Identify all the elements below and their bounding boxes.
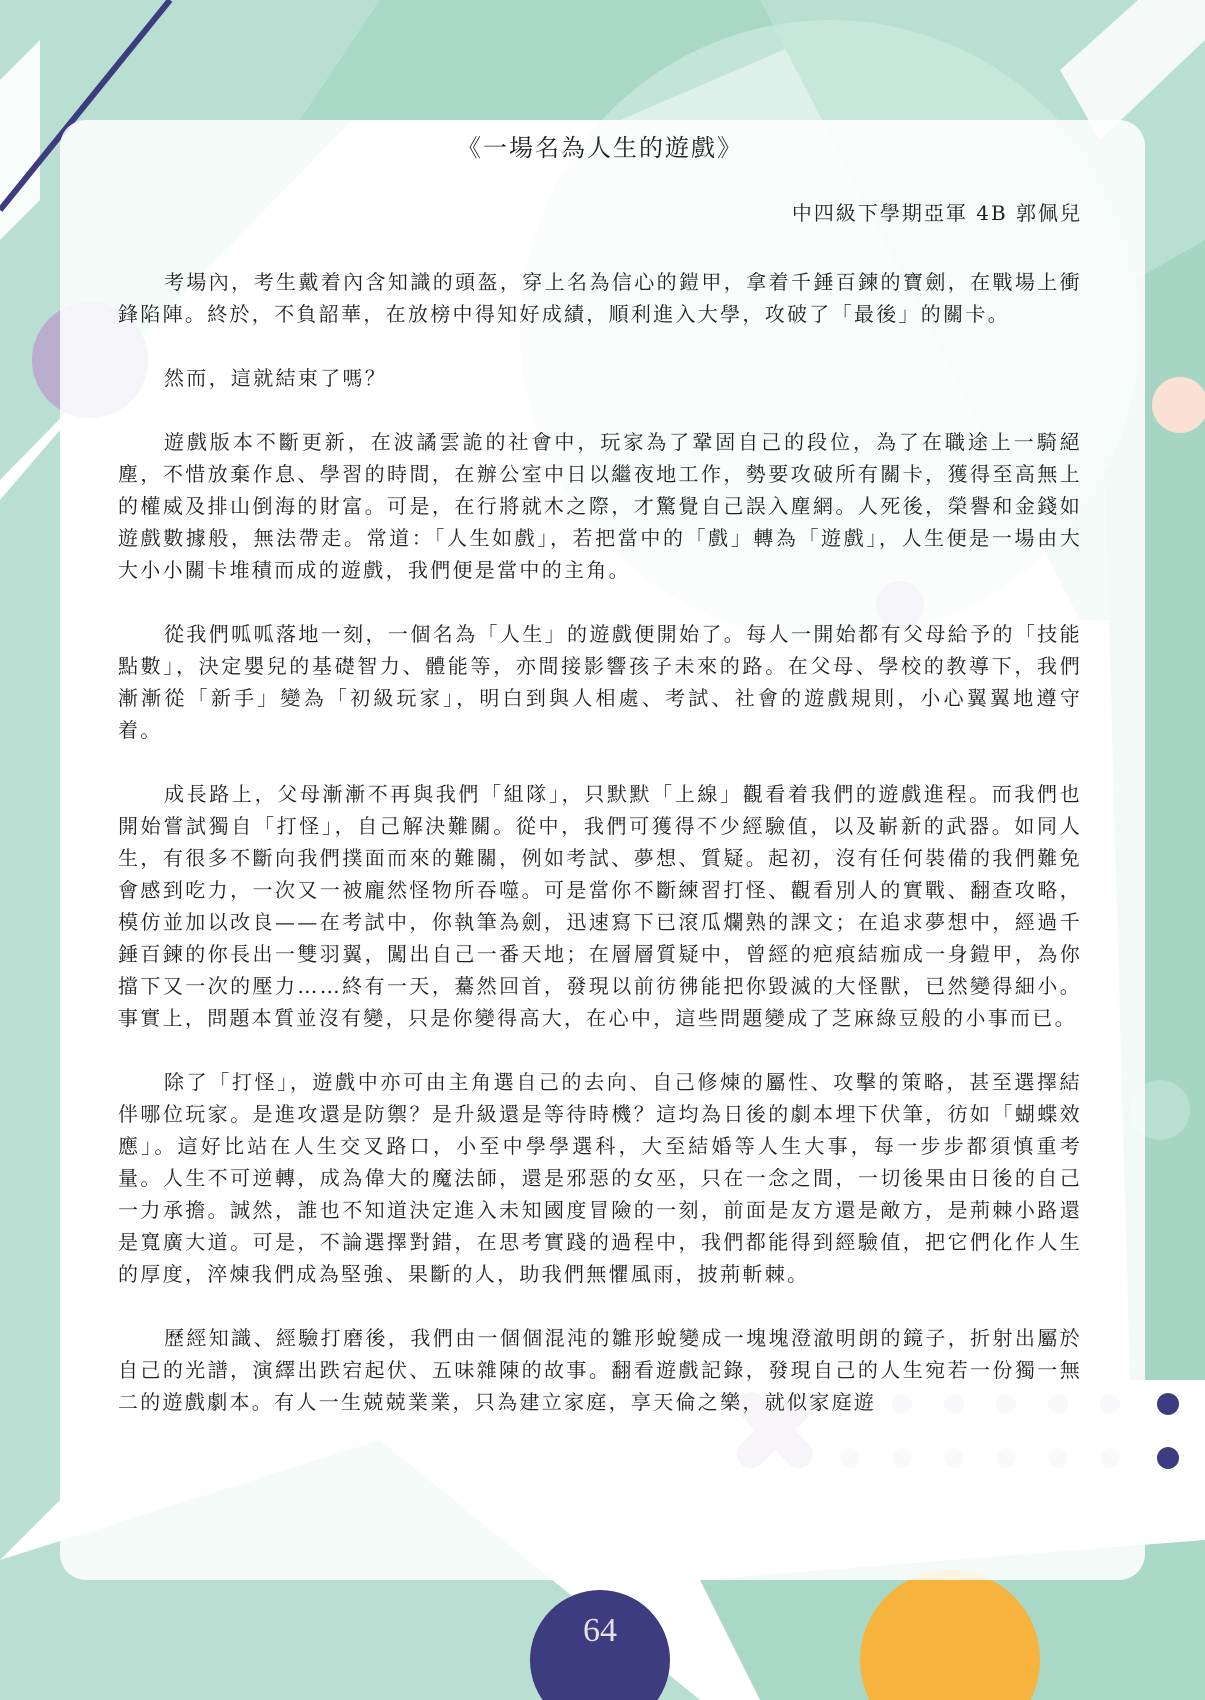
paragraph: 除了「打怪」，遊戲中亦可由主角選自己的去向、自己修煉的屬性、攻擊的策略，甚至選擇結伴哪位玩家。是進攻還是防禦？是升級還是等待時機？這均為日後的劇本埋下伏筆，彷如「蝴蝶效應」。這好比站在人生交叉路口，小至中學學選科，大至結婚等人生大事，每一步步都須慎重考量。人生不可逆轉，成為偉大的魔法師，還是邪惡的女巫，只在一念之間，一切後果由日後的自己一力承擔。誠然，誰也不知道決定進入未知國度冒險的一刻，前面是友方還是敵方，是荊棘小路還是寬廣大道。可是，不論選擇對錯，在思考實踐的過程中，我們都能得到經驗值，把它們化作人生的厚度，淬煉我們成為堅強、果斷的人，助我們無懼風雨，披荊斬棘。 xyxy=(118,1070,1082,1286)
page-number: 64 xyxy=(583,1612,617,1649)
paragraph: 考場內，考生戴着內含知識的頭盔，穿上名為信心的鎧甲，拿着千錘百鍊的寶劍，在戰場上衝鋒陷陣。終於，不負韶華，在放榜中得知好成績，順利進入大學，攻破了「最後」的關卡。 xyxy=(118,270,1082,326)
paragraph: 成長路上，父母漸漸不再與我們「組隊」，只默默「上線」觀看着我們的遊戲進程。而我們也開始嘗試獨自「打怪」，自己解決難關。從中，我們可獲得不少經驗值，以及嶄新的武器。如同人生，有很多不斷向我們撲面而來的難關，例如考試、夢想、質疑。起初，沒有任何裝備的我們難免會感到吃力，一次又一被龐然怪物所吞噬。可是當你不斷練習打怪、觀看別人的實戰、翻查攻略，模仿並加以改良——在考試中，你執筆為劍，迅速寫下已滾瓜爛熟的課文；在追求夢想中，經過千錘百鍊的你長出一雙羽翼，闖出自己一番天地；在層層質疑中，曾經的疤痕結痂成一身鎧甲，為你擋下又一次的壓力……終有一天，驀然回首，發現以前彷彿能把你毀滅的大怪獸，已然變得細小。事實上，問題本質並沒有變，只是你變得高大，在心中，這些問題變成了芝麻綠豆般的小事而已。 xyxy=(118,782,1082,1030)
paragraph: 遊戲版本不斷更新，在波譎雲詭的社會中，玩家為了鞏固自己的段位，為了在職途上一騎絕塵，不惜放棄作息、學習的時間，在辦公室中日以繼夜地工作，勢要攻破所有關卡，獲得至高無上的權威及排山倒海的財富。可是，在行將就木之際，才驚覺自己誤入塵網。人死後，榮譽和金錢如遊戲數據般，無法帶走。常道：「人生如戲」，若把當中的「戲」轉為「遊戲」，人生便是一場由大大小小關卡堆積而成的遊戲，我們便是當中的主角。 xyxy=(118,430,1082,582)
navy-dot-1 xyxy=(1157,1393,1179,1415)
article-title: 《一場名為人生的遊戲》 xyxy=(457,134,743,162)
article-author: 中四級下學期亞軍 4B 郭佩兒 xyxy=(791,201,1082,225)
mint-shape-left xyxy=(0,430,60,1560)
paragraph: 然而，這就結束了嗎？ xyxy=(164,366,387,390)
article xyxy=(118,128,1082,1450)
paragraph: 從我們呱呱落地一刻，一個名為「人生」的遊戲便開始了。每人一開始都有父母給予的「技能點數」，決定嬰兒的基礎智力、體能等，亦間接影響孩子未來的路。在父母、學校的教導下，我們漸漸從「新手」變為「初級玩家」，明白到與人相處、考試、社會的遊戲規則，小心翼翼地遵守着。 xyxy=(118,622,1082,742)
navy-dot-2 xyxy=(1157,1447,1179,1469)
paragraph: 歷經知識、經驗打磨後，我們由一個個混沌的雛形蛻變成一塊塊澄澈明朗的鏡子，折射出屬於自己的光譜，演繹出跌宕起伏、五味雜陳的故事。翻看遊戲記錄，發現自己的人生宛若一份獨一無二的遊戲劇本。有人一生兢兢業業，只為建立家庭，享天倫之樂，就似家庭遊 xyxy=(118,1326,1082,1414)
